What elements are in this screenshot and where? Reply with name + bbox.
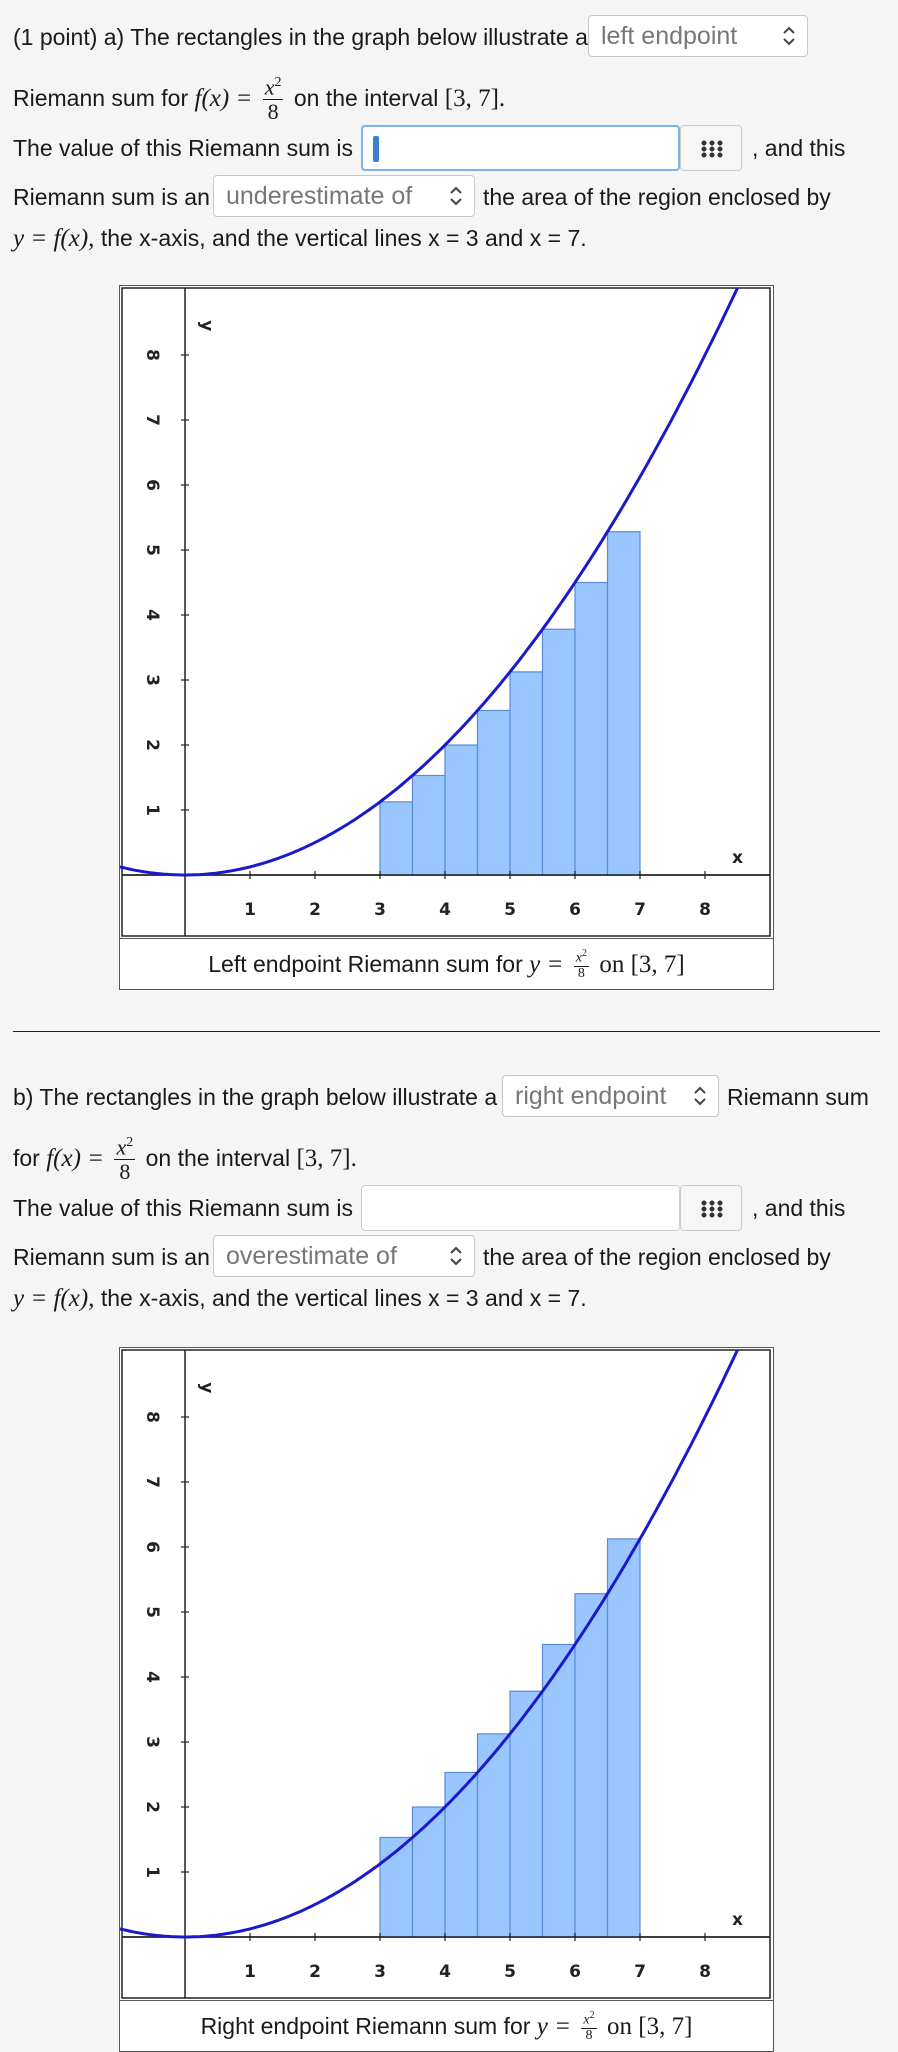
part-a-func-exp: 2 (274, 75, 282, 91)
part-b-value-label: The value of this Riemann sum is (13, 1195, 354, 1221)
part-a-graph (119, 285, 774, 990)
y-tick-label: 1 (142, 1866, 162, 1878)
section-divider (13, 1031, 880, 1032)
part-b-value-input[interactable] (361, 1185, 680, 1231)
part-a-estimate-select-value: underestimate of (226, 182, 413, 210)
part-b-func-den: 8 (119, 1158, 131, 1184)
keypad-grid-icon (700, 1200, 724, 1218)
x-tick-label: 7 (634, 1962, 646, 1982)
part-a-caption (120, 938, 773, 989)
part-a-caption-prefix: Left endpoint Riemann sum for (208, 951, 523, 977)
part-a-chart (120, 286, 772, 938)
x-tick-label: 6 (569, 900, 581, 920)
part-a-caption-exp: 2 (581, 948, 587, 960)
part-a-line4-prefix: Riemann sum is an (13, 184, 210, 210)
part-a-line2-mid: on the interval (293, 85, 439, 111)
x-tick-label: 5 (504, 1962, 516, 1982)
riemann-bar (608, 1539, 641, 1937)
part-b-interval: [3, 7]. (296, 1145, 357, 1172)
part-b-line5-math-text: y = f(x), (13, 1285, 95, 1312)
riemann-bar (608, 532, 641, 875)
y-tick-label: 7 (142, 414, 162, 426)
keypad-grid-icon (700, 140, 724, 158)
part-b-line2 (13, 1128, 357, 1189)
part-b-chart (120, 1348, 772, 2000)
part-a-line2-prefix: Riemann sum for (13, 85, 189, 111)
part-b-caption-prefix: Right endpoint Riemann sum for (200, 2013, 531, 2039)
y-tick-label: 3 (142, 674, 162, 686)
part-b-line5 (13, 1283, 587, 1314)
part-b-func-num: x (116, 1134, 127, 1160)
x-tick-label: 3 (374, 1962, 386, 1982)
y-tick-label: 6 (142, 479, 162, 491)
x-tick-label: 7 (634, 900, 646, 920)
part-b-caption-den: 8 (585, 2027, 593, 2043)
riemann-bar (380, 802, 413, 875)
y-tick-label: 7 (142, 1476, 162, 1488)
x-tick-label: 4 (439, 900, 451, 920)
part-a-func-den: 8 (267, 98, 279, 124)
riemann-bar (543, 629, 576, 875)
riemann-bar (575, 1594, 608, 1937)
y-tick-label: 8 (142, 1411, 162, 1423)
chevron-updown-icon (781, 16, 797, 70)
x-axis-label: x (732, 1910, 743, 1930)
part-b-line5-text: the x-axis, and the vertical lines x = 3 and x = 7. (100, 1285, 587, 1311)
x-tick-label: 5 (504, 900, 516, 920)
y-tick-label: 5 (142, 544, 162, 556)
part-a-after-input: , and this (752, 135, 846, 161)
riemann-bar (478, 1734, 511, 1937)
y-tick-label: 2 (142, 1801, 162, 1813)
part-a-fraction (263, 72, 284, 123)
part-b-caption-num: x (583, 2012, 590, 2028)
part-a-type-select-value: left endpoint (601, 22, 738, 50)
part-a-line4-suffix: the area of the region enclosed by (483, 184, 831, 210)
part-a-caption-y: y = (529, 951, 564, 978)
part-a-line5-text: the x-axis, and the vertical lines x = 3 and x = 7. (100, 225, 587, 251)
part-a-caption-fraction (574, 947, 589, 981)
part-a-value-label: The value of this Riemann sum is (13, 135, 354, 161)
part-a-caption-interval: on [3, 7] (599, 951, 685, 978)
part-b-func-exp: 2 (126, 1135, 134, 1151)
part-a-caption-den: 8 (577, 965, 585, 981)
y-tick-label: 4 (142, 1671, 162, 1683)
part-b-type-select-value: right endpoint (515, 1082, 667, 1110)
y-tick-label: 4 (142, 609, 162, 621)
part-a-line1 (13, 22, 588, 52)
text-cursor (373, 136, 379, 162)
part-b-type-select[interactable] (502, 1075, 719, 1117)
y-tick-label: 5 (142, 1606, 162, 1618)
part-b-after-input: , and this (752, 1195, 846, 1221)
part-a-estimate-select[interactable] (213, 175, 475, 217)
riemann-bar (510, 672, 543, 875)
x-tick-label: 8 (699, 900, 711, 920)
part-a-line5-math (13, 225, 94, 252)
part-b-estimate-select-value: overestimate of (226, 1242, 397, 1270)
part-a-function-lhs: f(x) = (194, 85, 253, 112)
part-b-line1-suffix: Riemann sum (727, 1084, 869, 1110)
part-b-fraction (114, 1132, 135, 1183)
part-b-intro: b) The rectangles in the graph below illustrate a (13, 1084, 498, 1110)
riemann-bar (575, 583, 608, 876)
x-axis-label: x (732, 848, 743, 868)
part-b-caption-y: y = (536, 2013, 572, 2040)
riemann-bar (445, 745, 478, 875)
chevron-updown-icon (448, 176, 464, 230)
part-b-estimate-select[interactable] (213, 1235, 475, 1277)
riemann-bar (478, 710, 511, 875)
chevron-updown-icon (692, 1076, 708, 1130)
part-a-intro: (1 point) a) The rectangles in the graph below illustrate a (13, 24, 588, 50)
part-a-interval: [3, 7]. (444, 85, 506, 112)
part-a-function (195, 85, 253, 112)
y-axis-label: y (196, 1382, 217, 1394)
part-b-graph (119, 1347, 774, 2052)
y-tick-label: 3 (142, 1736, 162, 1748)
part-b-caption-fraction (581, 2009, 596, 2043)
x-tick-label: 1 (244, 1962, 256, 1982)
part-a-type-select[interactable] (588, 15, 808, 57)
part-b-keypad-button[interactable] (680, 1185, 742, 1231)
part-b-caption-interval: on [3, 7] (607, 2013, 693, 2040)
x-tick-label: 3 (374, 900, 386, 920)
x-tick-label: 6 (569, 1962, 581, 1982)
part-b-caption (120, 2000, 773, 2051)
part-b-line2-mid: on the interval (145, 1145, 291, 1171)
riemann-bar (543, 1645, 576, 1938)
part-a-line5-math-text: y = f(x), (13, 225, 95, 252)
part-a-value-input[interactable] (361, 125, 680, 171)
x-tick-label: 4 (439, 1962, 451, 1982)
part-a-caption-num: x (575, 950, 582, 966)
part-a-func-num: x (264, 74, 275, 100)
x-tick-label: 1 (244, 900, 256, 920)
part-a-line2 (13, 68, 505, 129)
y-axis-label: y (196, 320, 217, 332)
riemann-bar (413, 1807, 446, 1937)
y-tick-label: 1 (142, 804, 162, 816)
chevron-updown-icon (448, 1236, 464, 1290)
part-b-caption-exp: 2 (589, 2010, 595, 2022)
riemann-bar (413, 775, 446, 875)
riemann-bar (445, 1772, 478, 1937)
part-b-function-lhs: f(x) = (46, 1145, 105, 1172)
x-tick-label: 8 (699, 1962, 711, 1982)
part-b-line4-prefix: Riemann sum is an (13, 1244, 210, 1270)
x-tick-label: 2 (309, 900, 321, 920)
part-b-line4-suffix: the area of the region enclosed by (483, 1244, 831, 1270)
y-tick-label: 8 (142, 349, 162, 361)
x-tick-label: 2 (309, 1962, 321, 1982)
part-a-line5 (13, 223, 587, 254)
part-a-keypad-button[interactable] (680, 125, 742, 171)
part-b-line2-prefix: for (13, 1145, 40, 1171)
y-tick-label: 2 (142, 739, 162, 751)
y-tick-label: 6 (142, 1541, 162, 1553)
